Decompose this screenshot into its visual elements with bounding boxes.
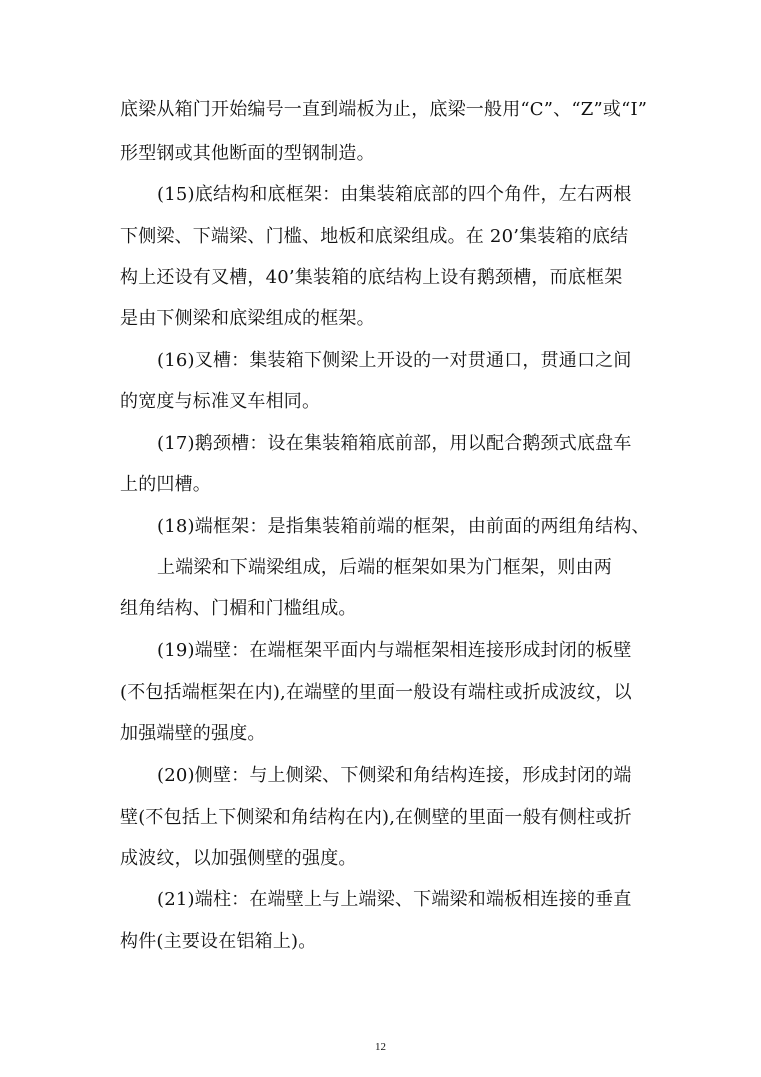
paragraph-19-line: (19)端壁：在端框架平面内与端框架相连接形成封闭的板壁 (157, 640, 632, 661)
text-line: 是由下侧梁和底梁组成的框架。 (120, 308, 375, 329)
paragraph-21-line: (21)端柱：在端壁上与上端梁、下端梁和端板相连接的垂直 (157, 889, 632, 910)
text-line: 形型钢或其他断面的型钢制造。 (120, 143, 375, 164)
text-line: 下侧梁、下端梁、门槛、地板和底梁组成。在 20’集装箱的底结 (120, 226, 629, 247)
paragraph-18-line: (18)端框架：是指集装箱前端的框架，由前面的两组角结构、 (157, 516, 650, 537)
text-line: 成波纹，以加强侧壁的强度。 (120, 848, 357, 869)
paragraph-16-line: (16)叉槽：集装箱下侧梁上开设的一对贯通口，贯通口之间 (157, 350, 632, 371)
text-line: 组角结构、门楣和门槛组成。 (120, 598, 357, 619)
text-line: 上端梁和下端梁组成，后端的框架如果为门框架，则由两 (157, 557, 612, 578)
paragraph-20-line: (20)侧壁：与上侧梁、下侧梁和角结构连接，形成封闭的端 (157, 765, 632, 786)
page-number: 12 (375, 1041, 386, 1053)
text-line: 构上还设有叉槽，40’集装箱的底结构上设有鹅颈槽，而底框架 (120, 267, 623, 288)
text-line: 的宽度与标准叉车相同。 (120, 391, 321, 412)
text-line: 加强端壁的强度。 (120, 723, 266, 744)
paragraph-15-line: (15)底结构和底框架：由集装箱底部的四个角件，左右两根 (157, 184, 632, 205)
text-line: (不包括端框架在内),在端壁的里面一般设有端柱或折成波纹，以 (120, 682, 632, 703)
paragraph-17-line: (17)鹅颈槽：设在集装箱箱底前部，用以配合鹅颈式底盘车 (157, 433, 632, 454)
text-line: 底梁从箱门开始编号一直到端板为止，底梁一般用“C”、“Z”或“I” (120, 99, 648, 120)
text-line: 上的凹槽。 (120, 474, 211, 495)
text-line: 壁(不包括上下侧梁和角结构在内),在侧壁的里面一般有侧柱或折 (120, 807, 632, 828)
text-line: 构件(主要设在铝箱上)。 (120, 931, 317, 952)
